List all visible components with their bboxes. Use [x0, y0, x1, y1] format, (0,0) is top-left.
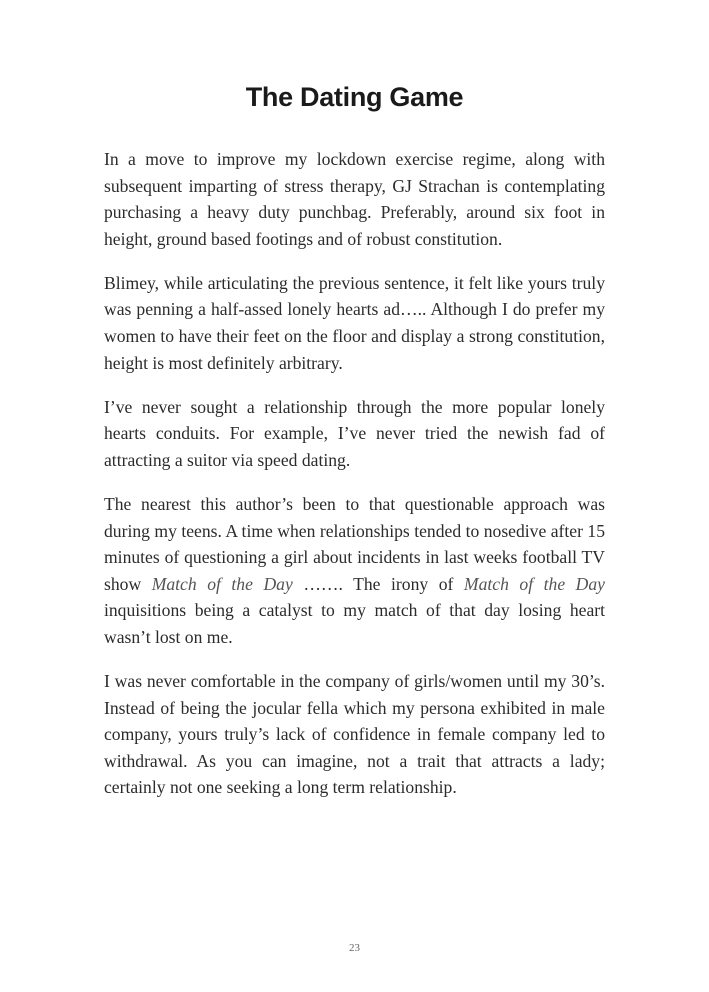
- page-title: The Dating Game: [245, 82, 464, 112]
- paragraph-2: Blimey, while articulating the previous sentence, it felt like yours truly was penning a half-assed lonely hearts ad….. Although I do prefer my women to have their feet on the floor and display a strong constitution, height is most definitely arbitrary.: [104, 272, 605, 373]
- paragraph-4-text-c: inquisitions being a catalyst to my match of that day losing heart wasn’t lost on me.: [104, 600, 605, 647]
- paragraph-1: In a move to improve my lockdown exercise regime, along with subsequent imparting of stress therapy, GJ Strachan is contemplating purchasing a heavy duty punchbag. Preferably, around six foot in height, ground based footings and of robust constitution.: [104, 149, 605, 249]
- paragraph-5: I was never comfortable in the company of girls/women until my 30’s. Instead of being the jocular fella which my persona exhibited in male company, yours truly’s lack of confidence in female company led to withdrawal. As you can imagine, not a trait that attracts a lady; certainly not one seeking a long term relationship.: [104, 671, 605, 798]
- paragraph-4-text-a: The nearest this author’s been to that questionable approach was during my teens. A time when relationships tended to nosedive after 15 minutes of questioning a girl about incidents in last weeks football TV show: [104, 494, 605, 594]
- show-title-italic: Match of the Day: [151, 573, 293, 594]
- show-title-italic: Match of the Day: [463, 573, 605, 594]
- body-text: [104, 146, 605, 819]
- page-number: 23: [349, 942, 360, 954]
- paragraph-4: [104, 491, 605, 651]
- paragraph-4-text-b: ……. The irony of: [292, 573, 464, 594]
- paragraph-3: I’ve never sought a relationship through the more popular lonely hearts conduits. For example, I’ve never tried the newish fad of attracting a suitor via speed dating.: [104, 396, 605, 470]
